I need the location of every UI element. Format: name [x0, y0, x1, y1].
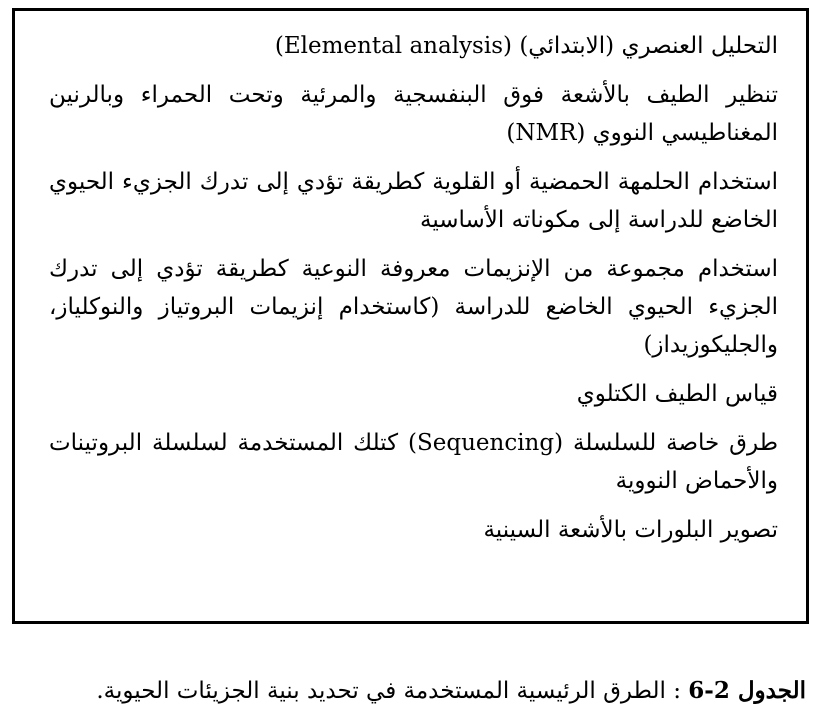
method-entry-xray-crystallography: تصوير البلورات بالأشعة السينية: [483, 517, 778, 543]
methods-list: [49, 27, 778, 549]
method-entry-elemental-analysis: التحليل العنصري (الابتدائي) (Elemental analysis): [274, 33, 778, 59]
table-caption-text: : الطرق الرئيسية المستخدمة في تحديد بنية الجزيئات الحيوية.: [96, 678, 689, 704]
method-entry-mass-spectrometry: قياس الطيف الكتلوي: [576, 381, 778, 407]
methods-table: [12, 8, 809, 624]
table-caption: [18, 674, 806, 708]
method-entry-spectroscopy: تنظير الطيف بالأشعة فوق البنفسجية والمرئية وتحت الحمراء وبالرنين المغناطيسي النووي (NMR): [49, 82, 778, 146]
method-entry-sequencing: طرق خاصة للسلسلة (Sequencing) كتلك المستخدمة لسلسلة البروتينات والأحماض النووية: [49, 430, 778, 494]
method-entry-hydrolysis: استخدام الحلمهة الحمضية أو القلوية كطريقة تؤدي إلى تدرك الجزيء الحيوي الخاضع للدراسة إلى مكوناته الأساسية: [49, 169, 778, 233]
method-entry-enzymes: استخدام مجموعة من الإنزيمات معروفة النوعية كطريقة تؤدي إلى تدرك الجزيء الحيوي الخاضع للدراسة (كاستخدام إنزيمات البروتياز والنوكلياز، والجليكوزيداز): [49, 256, 778, 358]
table-caption-label: الجدول 2-6: [688, 677, 806, 704]
